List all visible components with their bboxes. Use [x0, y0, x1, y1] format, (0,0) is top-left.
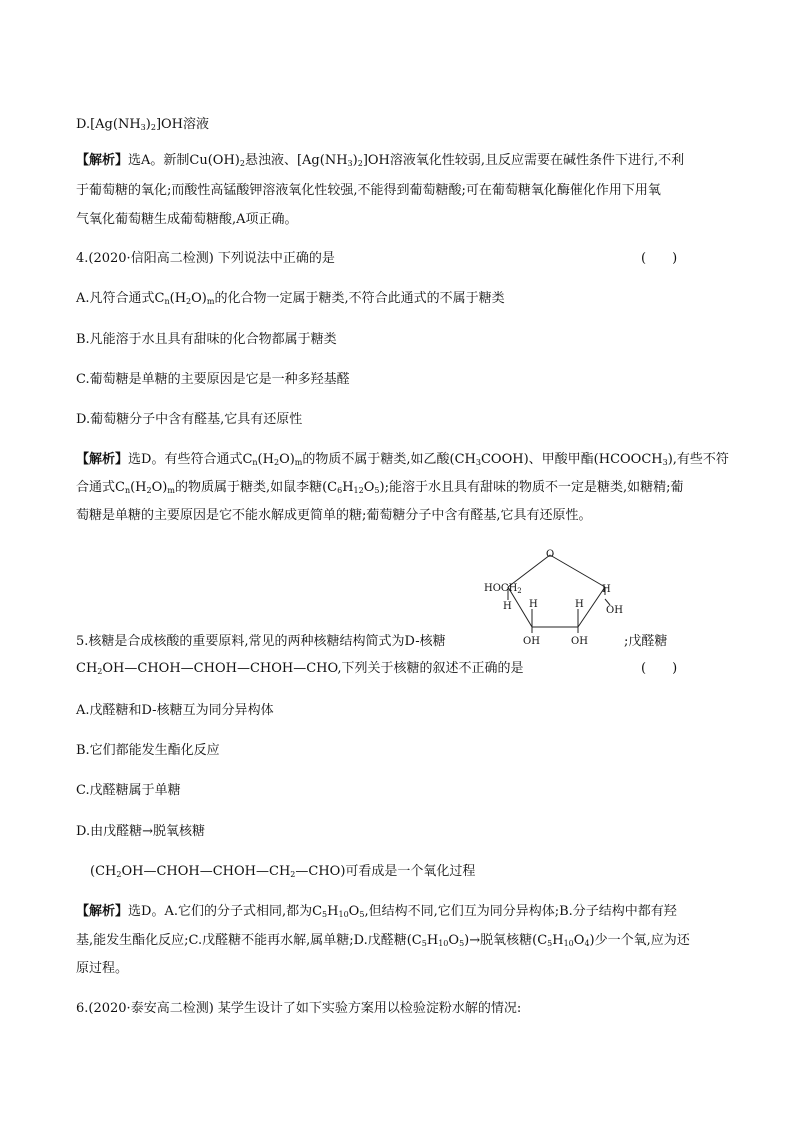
c2-h-label: H [575, 599, 584, 610]
subscript: m [167, 486, 175, 495]
text-span: O) [191, 291, 207, 306]
text-line [76, 823, 205, 841]
subscript: 2 [273, 458, 280, 467]
text-line [76, 451, 729, 469]
subscript: 2 [116, 870, 122, 879]
text-span: 的物质不属于糖类,如乙酸(CH [302, 452, 476, 467]
text-line [76, 742, 220, 760]
text-span: —CHO)可看成是一个氧化过程 [295, 864, 476, 879]
text-span: O) [279, 452, 295, 467]
text-line [76, 331, 337, 349]
text-line [76, 479, 683, 497]
text-span: OH—CHOH—CHOH—CH [121, 864, 291, 879]
c2-oh-label: OH [571, 636, 588, 647]
subscript: 5 [547, 939, 553, 948]
subscript: 2 [357, 159, 363, 168]
ring-bonds [508, 555, 610, 633]
text-line [76, 782, 181, 800]
text-line [76, 960, 128, 978]
text-span: H [552, 933, 564, 948]
text-span: H [426, 933, 439, 948]
subscript: 5 [459, 939, 465, 948]
text-line [76, 903, 677, 921]
text-line [76, 932, 690, 950]
q4-answer-bracket: ( ) [641, 251, 678, 266]
subscript: 3 [662, 458, 668, 467]
subscript: 2 [150, 123, 156, 132]
subscript: 2 [97, 667, 103, 676]
text-span: (H [130, 480, 147, 495]
text-span: 气氧化葡萄糖生成葡萄糖酸,A项正确。 [76, 212, 298, 227]
subscript: 3 [140, 123, 146, 132]
subscript: 10 [563, 939, 574, 948]
text-span: 选D。有些符合通式C [128, 452, 253, 467]
text-span: 的物质属于糖类,如鼠李糖(C [174, 480, 338, 495]
text-span: 的化合物一定属于糖类,不符合此通式的不属于糖类 [214, 291, 505, 306]
text-span: O) [151, 480, 168, 495]
subscript: 2 [290, 870, 296, 879]
text-span: A.凡符合通式C [76, 291, 165, 306]
ring-oxygen-label: O [546, 549, 555, 560]
text-span: );能溶于水且具有甜味的物质不一定是糖类,如糖精;葡 [379, 480, 684, 495]
text-span: )少一个氧,应为还 [589, 933, 690, 948]
c3-h-label: H [529, 599, 538, 610]
d-ribose-structure-diagram [478, 545, 638, 655]
subscript: 5 [322, 910, 328, 919]
text-span: 选D。A.它们的分子式相同,都为C [128, 904, 323, 919]
text-span: CH [76, 661, 98, 676]
analysis-tag: 【解析】 [76, 153, 129, 168]
text-span: (CH [90, 864, 117, 879]
text-line [76, 182, 661, 200]
text-span: ,但结构不同,它们互为同分异构体;B.分子结构中都有羟 [364, 904, 677, 919]
text-span: 基,能发生酯化反应;C.戊醛糖不能再水解,属单糖;D.戊醛糖(C [76, 933, 422, 948]
subscript: 5 [359, 910, 365, 919]
text-line [76, 660, 524, 678]
subscript: 6 [337, 486, 343, 495]
text-span: O [348, 904, 360, 919]
ch2oh-label: $HOCH_2$ [484, 583, 522, 595]
text-span: ]OH溶液 [155, 117, 210, 132]
text-span: H [327, 904, 339, 919]
text-line [90, 863, 475, 881]
text-span: 原过程。 [76, 961, 129, 976]
text-span: O [363, 480, 375, 495]
text-line [76, 211, 298, 229]
text-line [76, 411, 302, 429]
text-span: (H [169, 291, 187, 306]
text-line [76, 116, 209, 134]
text-span: H [342, 480, 354, 495]
c1-h-label: H [602, 584, 611, 595]
analysis-tag: 【解析】 [76, 904, 129, 919]
text-line [76, 290, 505, 308]
subscript: n [164, 297, 170, 306]
text-span: ) [145, 117, 151, 132]
subscript: 5 [374, 486, 380, 495]
subscript: n [124, 486, 131, 495]
text-span: ) [352, 153, 358, 168]
subscript: m [294, 458, 303, 467]
text-line [76, 250, 335, 268]
subscript: 12 [353, 486, 364, 495]
text-line [76, 152, 684, 170]
text-span: 5.核糖是合成核酸的重要原料,常见的两种核糖结构简式为D-核糖 [76, 634, 446, 649]
text-span: O [573, 933, 585, 948]
subscript: 10 [338, 910, 349, 919]
subscript: n [252, 458, 258, 467]
text-span: (H [257, 452, 274, 467]
analysis-tag: 【解析】 [76, 452, 129, 467]
text-span: COOH)、甲酸甲酯(HCOOCH [480, 452, 663, 467]
text-span: C.葡萄糖是单糖的主要原因是它是一种多羟基醛 [76, 372, 350, 387]
text-span: C.戊醛糖属于单糖 [76, 783, 181, 798]
text-span: 萄糖是单糖的主要原因是它不能水解成更简单的糖;葡萄糖分子中含有醛基,它具有还原性。 [76, 508, 592, 523]
text-span: O [448, 933, 460, 948]
c3-oh-label: OH [523, 636, 540, 647]
q5-answer-bracket: ( ) [641, 661, 678, 676]
text-span: 合通式C [76, 480, 125, 495]
text-line [76, 1000, 521, 1018]
subscript: 2 [239, 159, 245, 168]
text-span: D.[Ag(NH [76, 117, 141, 132]
subscript: 3 [475, 458, 481, 467]
text-span: OH—CHOH—CHOH—CHOH—CHO,下列关于核糖的叙述不正确的是 [102, 661, 524, 676]
text-line [76, 371, 350, 389]
text-line [76, 702, 274, 720]
text-span: D.由戊醛糖→脱氧核糖 [76, 824, 205, 839]
text-span: D.葡萄糖分子中含有醛基,它具有还原性 [76, 412, 303, 427]
subscript: 3 [347, 159, 353, 168]
text-span: ),有些不符 [667, 452, 729, 467]
q5-suffix-text: ;戊醛糖 [624, 634, 668, 649]
text-span: B.凡能溶于水且具有甜味的化合物都属于糖类 [76, 332, 337, 347]
text-span: )→脱氧核糖(C [464, 933, 548, 948]
text-span: ]OH溶液氧化性较弱,且反应需要在碱性条件下进行,不利 [362, 153, 685, 168]
text-line [76, 507, 592, 525]
subscript: 2 [146, 486, 152, 495]
c4-h-label: H [503, 601, 512, 612]
subscript: m [206, 297, 215, 306]
c1-oh-label: OH [606, 605, 623, 616]
subscript: 10 [438, 939, 449, 948]
text-span: 6.(2020·泰安高二检测) 某学生设计了如下实验方案用以检验淀粉水解的情况: [76, 1001, 522, 1016]
subscript: 2 [186, 297, 192, 306]
text-span: 悬浊液、[Ag(NH [244, 153, 348, 168]
text-span: A.戊醛糖和D-核糖互为同分异构体 [76, 703, 274, 718]
subscript: 4 [584, 939, 590, 948]
text-line [76, 633, 446, 651]
text-span: B.它们都能发生酯化反应 [76, 743, 220, 758]
subscript: 5 [421, 939, 427, 948]
text-span: 选A。新制Cu(OH) [128, 153, 240, 168]
text-span: 于葡萄糖的氧化;而酸性高锰酸钾溶液氧化性较强,不能得到葡萄糖酸;可在葡萄糖氧化酶催化作用下用氧 [76, 183, 661, 198]
text-span: 4.(2020·信阳高二检测) 下列说法中正确的是 [76, 251, 335, 266]
